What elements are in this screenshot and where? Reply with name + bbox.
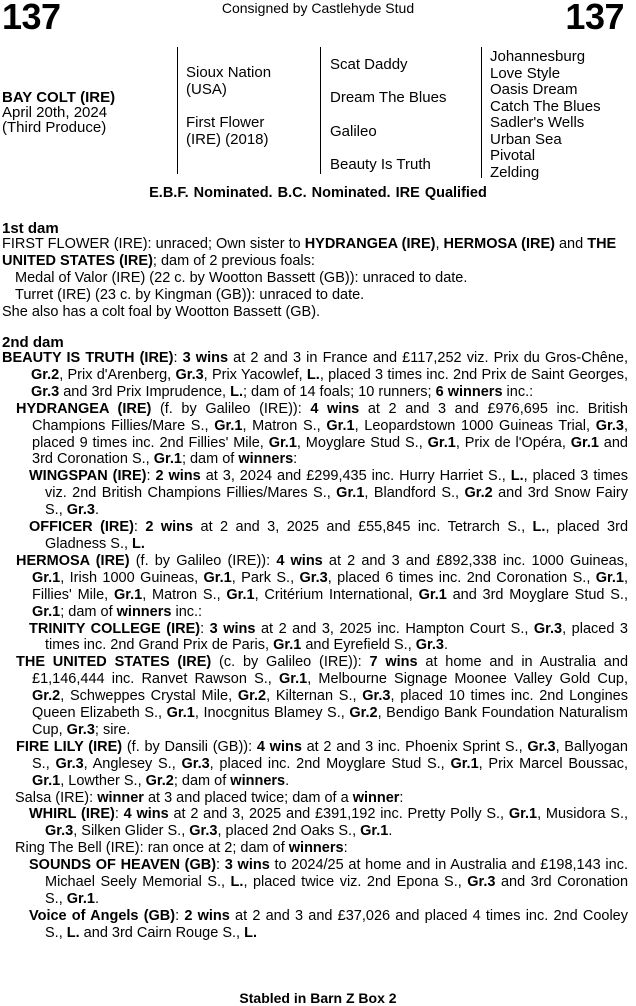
lot-number-right: 137 xyxy=(565,0,624,37)
foaling-date: April 20th, 2024 xyxy=(2,104,108,121)
pedigree-sire: Sioux Nation (USA) xyxy=(186,64,272,98)
second-dam-heading: 2nd dam xyxy=(2,334,64,351)
pedigree-paragraph: TRINITY COLLEGE (IRE): 3 wins at 2 and 3, 2025 inc. Hampton Court S., Gr.3, placed 3 times inc. 2nd Grand Prix de Paris, Gr.1 and Eyrefield S., Gr.3. xyxy=(29,620,628,654)
consignor: Consigned by Castlehyde Stud xyxy=(221,0,415,16)
pedigree-paragraph: THE UNITED STATES (IRE) (c. by Galileo (IRE)): 7 wins at home and in Australia and £1,146,444 inc. Ranvet Rawson S., Gr.1, Melbourne Signage Moonee Valley Gold Cup, Gr.2, Schweppes Crystal Mile, Gr.2, Kilternan S., Gr.3, placed 10 times inc. 2nd Longines Queen Elizabeth S., Gr.1, Inocgnitus Blamey S., Gr.2, Bendigo Bank Foundation Naturalism Cup, Gr.3; sire. xyxy=(16,654,629,738)
pedigree-paragraph: WHIRL (IRE): 4 wins at 2 and 3, 2025 and £391,192 inc. Pretty Polly S., Gr.1, Musidora S., Gr.3, Silken Glider S., Gr.3, placed 2nd Oaks S., Gr.1. xyxy=(29,806,628,840)
pedigree-paragraph: HYDRANGEA (IRE) (f. by Galileo (IRE)): 4 wins at 2 and 3 and £976,695 inc. British Champions Fillies/Mare S., Gr.1, Matron S., Gr.1, Leopardstown 1000 Guineas Trial, Gr.3, placed 9 times inc. 2nd Fillies' Mile, Gr.1, Moyglare Stud S., Gr.1, Prix de l'Opéra, Gr.1 and 3rd Coronation S., Gr.1; dam of winners: xyxy=(16,400,628,468)
pedigree-paragraph: Voice of Angels (GB): 2 wins at 2 and 3 and £37,026 and placed 4 times inc. 2nd Cooley S., L. and 3rd Cairn Rouge S., L. xyxy=(29,907,628,941)
pedigree-third-generation xyxy=(490,49,601,181)
pedigree-gen3-8: Zelding xyxy=(490,163,540,181)
horse-details xyxy=(2,90,115,135)
horse-name: BAY COLT (IRE) xyxy=(2,89,116,106)
stabled-location: Stabled in Barn Z Box 2 xyxy=(239,990,397,1006)
pedigree-bracket-2 xyxy=(320,47,321,174)
pedigree-paragraph: Turret (IRE) (23 c. by Kingman (GB)): unraced to date. xyxy=(15,286,365,303)
pedigree-dam-dam: Beauty Is Truth xyxy=(330,156,431,173)
pedigree-paragraph: Salsa (IRE): winner at 3 and placed twice; dam of a winner: xyxy=(15,789,404,806)
pedigree-gen3-2: Love Style xyxy=(490,64,561,82)
nominations-line: E.B.F. Nominated. B.C. Nominated. IRE Qualified xyxy=(149,185,487,201)
second-dam-text xyxy=(2,350,628,942)
lot-number-left: 137 xyxy=(2,0,61,37)
pedigree-gen3-7: Pivotal xyxy=(490,147,536,164)
pedigree-gen3-5: Sadler's Wells xyxy=(490,114,585,131)
pedigree-paragraph: She also has a colt foal by Wootton Bassett (GB). xyxy=(2,303,321,320)
pedigree-paragraph: Ring The Bell (IRE): ran once at 2; dam of winners: xyxy=(15,840,348,857)
pedigree-paragraph: FIRE LILY (IRE) (f. by Dansili (GB)): 4 wins at 2 and 3 inc. Phoenix Sprint S., Gr.3, Ballyogan S., Gr.3, Anglesey S., Gr.3, placed inc. 2nd Moyglare Stud S., Gr.1, Prix Marcel Boussac, Gr.1, Lowther S., Gr.2; dam of winners. xyxy=(16,738,628,789)
pedigree-sire-dam: Dream The Blues xyxy=(330,89,447,106)
produce-note: (Third Produce) xyxy=(2,119,107,136)
pedigree-dam-sire: Galileo xyxy=(330,123,377,140)
pedigree-gen3-4: Catch The Blues xyxy=(490,97,601,115)
pedigree-paragraph: Medal of Valor (IRE) (22 c. by Wootton Bassett (GB)): unraced to date. xyxy=(15,269,468,286)
pedigree-paragraph: BEAUTY IS TRUTH (IRE): 3 wins at 2 and 3 in France and £117,252 viz. Prix du Gros-Chêne, Gr.2, Prix d'Arenberg, Gr.3, Prix Yacowlef, L., placed 3 times inc. 2nd Prix de Saint Georges, Gr.3 and 3rd Prix Imprudence, L.; dam of 14 foals; 10 runners; 6 winners inc.: xyxy=(2,350,628,400)
pedigree-paragraph: HERMOSA (IRE) (f. by Galileo (IRE)): 4 wins at 2 and 3 and £892,338 inc. 1000 Guineas, Gr.1, Irish 1000 Guineas, Gr.1, Park S., Gr.3, placed 6 times inc. 2nd Coronation S., Gr.1, Fillies' Mile, Gr.1, Matron S., Gr.1, Critérium International, Gr.1 and 3rd Moyglare Stud S., Gr.1; dam of winners inc.: xyxy=(16,552,628,620)
pedigree-dam: First Flower (IRE) (2018) xyxy=(186,114,269,148)
pedigree-paragraph: SOUNDS OF HEAVEN (GB): 3 wins to 2024/25 at home and in Australia and £198,143 inc. Michael Seely Memorial S., L., placed twice viz. 2nd Epona S., Gr.3 and 3rd Coronation S., Gr.1. xyxy=(29,857,629,907)
pedigree-gen3-1: Johannesburg xyxy=(490,48,586,65)
pedigree-bracket-3 xyxy=(481,47,482,178)
pedigree-paragraph: WINGSPAN (IRE): 2 wins at 3, 2024 and £299,435 inc. Hurry Harriet S., L., placed 3 times viz. 2nd British Champions Fillies/Mares S., Gr.1, Blandford S., Gr.2 and 3rd Snow Fairy S., Gr.3. xyxy=(29,468,628,519)
pedigree-gen3-6: Urban Sea xyxy=(490,130,562,148)
first-dam-heading: 1st dam xyxy=(2,220,59,237)
pedigree-bracket-1 xyxy=(177,47,178,174)
pedigree-paragraph: OFFICER (IRE): 2 wins at 2 and 3, 2025 and £55,845 inc. Tetrarch S., L., placed 3rd Gladness S., L. xyxy=(29,519,629,552)
pedigree-paragraph: FIRST FLOWER (IRE): unraced; Own sister to HYDRANGEA (IRE), HERMOSA (IRE) and THE UNITED STATES (IRE); dam of 2 previous foals: xyxy=(2,236,617,269)
first-dam-text xyxy=(2,236,628,321)
pedigree-gen3-3: Oasis Dream xyxy=(490,81,578,98)
pedigree-sire-sire: Scat Daddy xyxy=(330,56,408,73)
